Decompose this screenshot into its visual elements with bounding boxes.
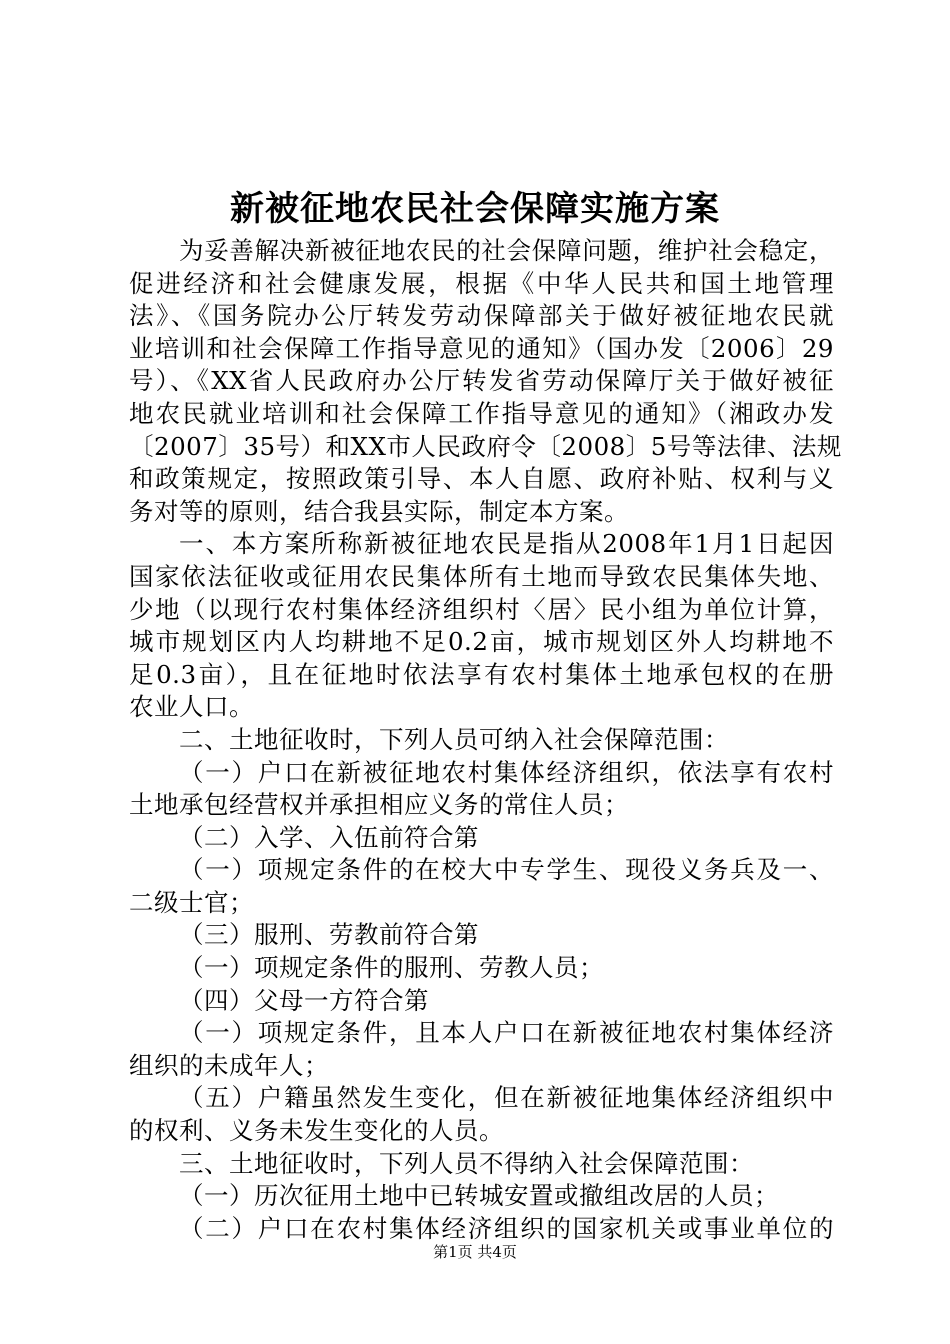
- text-line: 城市规划区内人均耕地不足0.2亩，城市规划区外人均耕地不: [129, 627, 834, 657]
- text-line: 二级士官；: [129, 887, 254, 917]
- text-line: 三、土地征收时，下列人员不得纳入社会保障范围：: [179, 1148, 754, 1178]
- text-line: 〔2007〕35号）和XX市人民政府令〔2008〕5号等法律、法规: [129, 431, 842, 461]
- text-line: 的权利、义务未发生变化的人员。: [129, 1116, 504, 1146]
- text-line: 组织的未成年人；: [129, 1050, 329, 1080]
- text-line: 务对等的原则，结合我县实际，制定本方案。: [129, 496, 629, 526]
- document-title: 新被征地农民社会保障实施方案: [230, 189, 720, 229]
- text-line: （一）项规定条件的在校大中专学生、现役义务兵及一、: [179, 855, 834, 885]
- text-line: （三）服刑、劳教前符合第: [179, 920, 479, 950]
- text-line: （四）父母一方符合第: [179, 985, 429, 1015]
- text-line: 农业人口。: [129, 692, 254, 722]
- text-line: （二）户口在农村集体经济组织的国家机关或事业单位的: [179, 1213, 834, 1243]
- text-line: （一）历次征用土地中已转城安置或撤组改居的人员；: [179, 1181, 779, 1211]
- text-line: 和政策规定，按照政策引导、本人自愿、政府补贴、权利与义: [129, 464, 834, 494]
- document-body: [129, 235, 842, 1245]
- text-line: （一）项规定条件，且本人户口在新被征地农村集体经济: [179, 1018, 834, 1048]
- text-line: 国家依法征收或征用农民集体所有土地而导致农民集体失地、: [129, 561, 834, 591]
- text-line: 二、土地征收时，下列人员可纳入社会保障范围：: [179, 724, 729, 754]
- text-line: （二）入学、入伍前符合第: [179, 822, 479, 852]
- text-line: 业培训和社会保障工作指导意见的通知》（国办发〔2006〕29: [129, 333, 834, 363]
- text-line: 法》、《国务院办公厅转发劳动保障部关于做好被征地农民就: [129, 301, 834, 331]
- text-line: 少地（以现行农村集体经济组织村〈居〉民小组为单位计算，: [129, 594, 834, 624]
- text-line: 促进经济和社会健康发展，根据《中华人民共和国土地管理: [129, 268, 834, 298]
- text-line: （一）项规定条件的服刑、劳教人员；: [179, 953, 604, 983]
- text-line: 为妥善解决新被征地农民的社会保障问题，维护社会稳定，: [179, 236, 834, 265]
- page-footer: 第1页 共4页: [433, 1243, 517, 1261]
- text-line: （一）户口在新被征地农村集体经济组织，依法享有农村: [179, 757, 834, 787]
- text-line: 一、本方案所称新被征地农民是指从2008年1月1日起因: [179, 529, 834, 559]
- text-line: （五）户籍虽然发生变化，但在新被征地集体经济组织中: [179, 1083, 834, 1113]
- text-line: 土地承包经营权并承担相应义务的常住人员；: [129, 790, 629, 820]
- text-line: 号）、《XX省人民政府办公厅转发省劳动保障厅关于做好被征: [129, 366, 834, 396]
- text-line: 足0.3亩），且在征地时依法享有农村集体土地承包权的在册: [129, 659, 834, 689]
- text-line: 地农民就业培训和社会保障工作指导意见的通知》（湘政办发: [129, 398, 834, 428]
